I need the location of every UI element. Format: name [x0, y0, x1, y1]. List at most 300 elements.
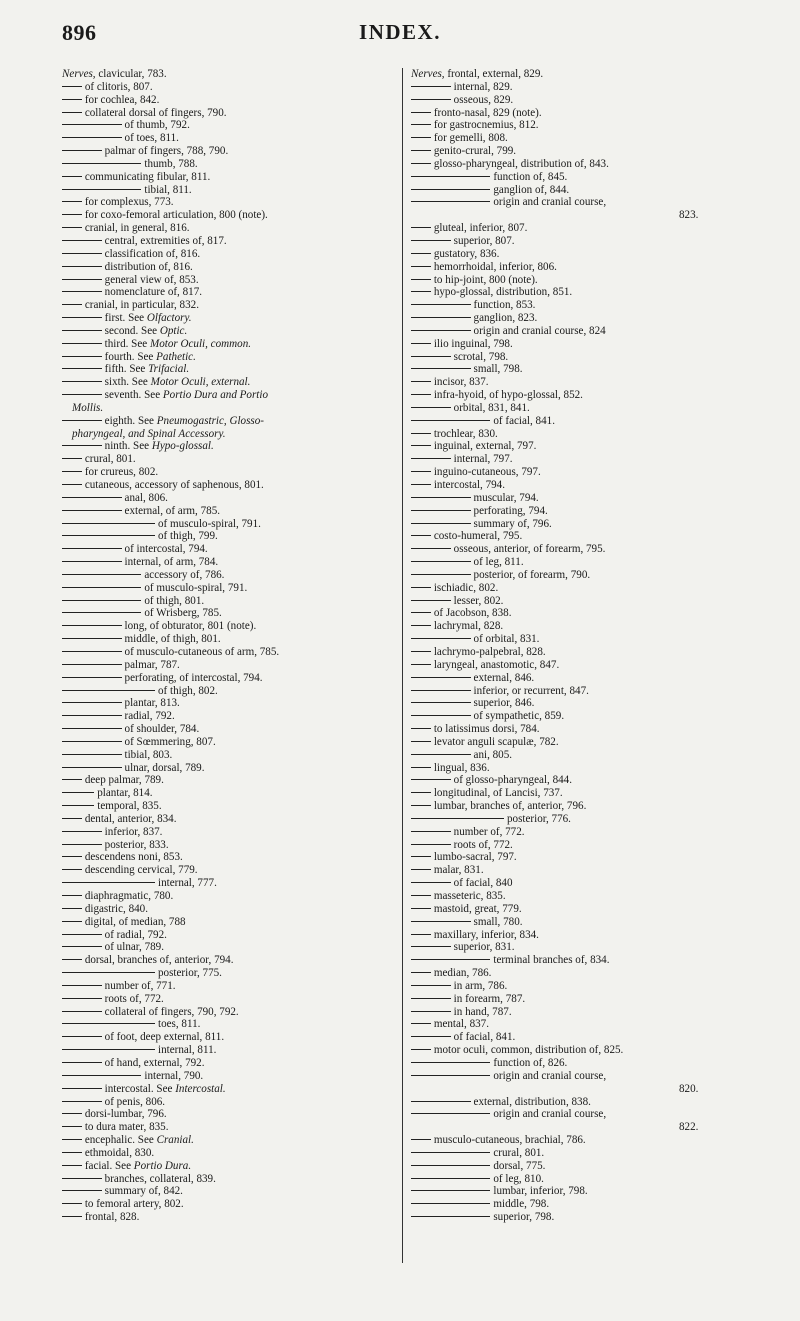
index-entry: [62, 376, 400, 389]
index-entry: [411, 813, 749, 826]
entry-text: internal, 790.: [144, 1069, 204, 1082]
leader-dash: [62, 548, 122, 549]
entry-text: of penis, 806.: [104, 1095, 166, 1108]
index-entry: [411, 1006, 749, 1019]
index-entry: [62, 1031, 400, 1044]
entry-text: lumbar, branches of, anterior, 796.: [433, 800, 587, 813]
entry-text: of thigh, 801.: [144, 594, 205, 607]
index-entry: [411, 518, 749, 531]
leader-dash: [411, 112, 431, 113]
entry-text: lumbo-sacral, 797.: [433, 851, 517, 864]
entry-text: posterior, 775.: [158, 967, 222, 980]
leader-dash: [411, 548, 451, 549]
index-entry: [62, 1018, 400, 1031]
entry-text: incisor, 837.: [433, 376, 489, 389]
entry-text: general view of, 853.: [104, 273, 199, 286]
index-entry: [62, 338, 400, 351]
entry-text: Nerves, clavicular, 783.: [62, 68, 167, 80]
entry-text: trochlear, 830.: [433, 427, 498, 440]
entry-text: toes, 811.: [158, 1018, 201, 1031]
index-entry: [411, 338, 749, 351]
leader-dash: [62, 638, 122, 639]
entry-text: lachrymal, 828.: [433, 620, 504, 633]
entry-text: in forearm, 787.: [453, 992, 526, 1005]
index-entry: [411, 94, 749, 107]
entry-text: musculo-cutaneous, brachial, 786.: [433, 1134, 586, 1147]
leader-dash: [62, 86, 82, 87]
leader-dash: [411, 1036, 451, 1037]
entry-text: inguino-cutaneous, 797.: [433, 466, 541, 479]
entry-text: perforating, 794.: [473, 504, 548, 517]
entry-text: accessory of, 786.: [144, 568, 225, 581]
leader-dash: [411, 728, 431, 729]
leader-dash: [411, 715, 471, 716]
leader-dash: [62, 934, 102, 935]
leader-dash: [411, 304, 471, 305]
entry-text: roots of, 772.: [453, 838, 513, 851]
index-entry: [62, 248, 400, 261]
leader-dash: [411, 1139, 431, 1140]
leader-dash: [411, 792, 431, 793]
entry-text: function of, 845.: [493, 170, 568, 183]
index-entry: [62, 505, 400, 518]
entry-text: to latissimus dorsi, 784.: [433, 723, 540, 736]
leader-dash: [62, 805, 94, 806]
leader-dash: [62, 1062, 102, 1063]
index-entry: [62, 81, 400, 94]
index-entry: [411, 274, 749, 287]
entry-text: crural, 801.: [493, 1146, 545, 1159]
entry-text: Nerves, frontal, external, 829.: [411, 68, 544, 80]
entry-text: communicating fibular, 811.: [84, 170, 211, 183]
entry-text: of thumb, 792.: [124, 119, 190, 132]
index-entry: [62, 184, 400, 197]
entry-text: diaphragmatic, 780.: [84, 890, 174, 902]
index-entry: [411, 697, 749, 710]
index-entry: [411, 800, 749, 813]
index-entry: [411, 184, 749, 197]
entry-text: internal, of arm, 784.: [124, 556, 219, 569]
index-entry: [62, 890, 400, 903]
index-entry: [62, 569, 400, 582]
entry-text: median, 786.: [433, 967, 492, 980]
leader-dash: [62, 908, 82, 909]
entry-text: in arm, 786.: [453, 979, 508, 992]
index-entry: [62, 389, 400, 402]
leader-dash: [411, 844, 451, 845]
page-title: INDEX.: [359, 20, 441, 44]
entry-text: palmar, 787.: [124, 658, 180, 671]
entry-text: inferior, or recurrent, 847.: [473, 684, 589, 697]
entry-text: external, of arm, 785.: [124, 504, 221, 517]
entry-text: external, 846.: [473, 671, 535, 684]
leader-dash: [62, 1216, 82, 1217]
index-entry: [411, 1211, 749, 1224]
entry-text: for coxo-femoral articulation, 800 (note).: [84, 209, 268, 222]
leader-dash: [411, 394, 431, 395]
entry-text: mastoid, great, 779.: [433, 902, 522, 915]
leader-dash: [411, 921, 471, 922]
leader-dash: [62, 124, 122, 125]
index-entry: [411, 736, 749, 749]
leader-dash: [62, 484, 82, 485]
entry-text: of facial, 841.: [453, 1031, 516, 1044]
entry-text: ninth. See Hypo-glossal.: [104, 440, 214, 453]
leader-dash: [62, 831, 102, 832]
leader-dash: [411, 497, 471, 498]
entry-text: intercostal, 794.: [433, 479, 505, 491]
entry-text: of Sœmmering, 807.: [124, 735, 216, 748]
entry-text: of facial, 840: [453, 877, 513, 890]
entry-text: levator anguli scapulæ, 782.: [433, 735, 559, 748]
entry-text: muscular, 794.: [473, 491, 539, 504]
index-entry: [411, 119, 749, 132]
entry-text: of sympathetic, 859.: [473, 710, 565, 723]
index-entry: [411, 569, 749, 582]
index-entry: [411, 286, 749, 299]
index-entry: [62, 851, 400, 864]
entry-text: ganglion of, 844.: [493, 183, 570, 196]
index-entry: [62, 132, 400, 145]
entry-text: of musculo-spiral, 791.: [158, 517, 261, 530]
index-entry: [411, 1147, 749, 1160]
leader-dash: [411, 150, 431, 151]
index-entry: [411, 787, 749, 800]
index-entry: [411, 1173, 749, 1186]
index-entry: [411, 672, 749, 685]
leader-dash: [62, 959, 82, 960]
leader-dash: [411, 356, 451, 357]
entry-text: of radial, 792.: [104, 928, 167, 941]
index-entry: [411, 145, 749, 158]
leader-dash: [411, 189, 490, 190]
leader-dash: [411, 291, 431, 292]
leader-dash: [62, 201, 82, 202]
entry-text: costo-humeral, 795.: [433, 530, 523, 543]
leader-dash: [411, 895, 431, 896]
leader-dash: [411, 638, 471, 639]
entry-text: dorsal, 775.: [493, 1159, 546, 1172]
leader-dash: [411, 176, 490, 177]
entry-text: of shoulder, 784.: [124, 723, 200, 736]
leader-dash: [411, 330, 471, 331]
leader-dash: [411, 972, 431, 973]
entry-text: of ulnar, 789.: [104, 941, 164, 954]
index-entry: [62, 1108, 400, 1121]
entry-text: laryngeal, anastomotic, 847.: [433, 658, 560, 671]
entry-text: descending cervical, 779.: [84, 864, 198, 877]
index-entry: [411, 543, 749, 556]
entry-text: descendens noni, 853.: [84, 851, 183, 864]
leader-dash: [62, 112, 82, 113]
index-entry: [411, 646, 749, 659]
index-entry: [62, 530, 400, 543]
leader-dash: [62, 702, 122, 703]
entry-text: lingual, 836.: [433, 761, 490, 774]
leader-dash: [411, 484, 431, 485]
entry-text: in hand, 787.: [453, 1005, 512, 1018]
index-entry: [411, 1185, 749, 1198]
entry-text: posterior, of forearm, 790.: [473, 568, 591, 581]
leader-dash: [411, 856, 431, 857]
index-entry: [62, 68, 400, 81]
index-entry: [411, 890, 749, 903]
entry-text: function of, 826.: [493, 1056, 568, 1069]
entry-text: seventh. See Portio Dura and Portio: [104, 389, 268, 402]
leader-dash: [62, 394, 102, 395]
leader-dash: [411, 1011, 451, 1012]
entry-text: origin and cranial course,: [493, 196, 607, 209]
entry-text: summary of, 842.: [104, 1185, 183, 1198]
leader-dash: [411, 137, 431, 138]
index-entry: [62, 685, 400, 698]
leader-dash: [62, 625, 122, 626]
entry-text: of leg, 811.: [473, 556, 524, 569]
entry-text: superior, 846.: [473, 697, 535, 710]
entry-text: digastric, 840.: [84, 902, 148, 915]
entry-text: of glosso-pharyngeal, 844.: [453, 774, 572, 787]
entry-text: tibial, 811.: [144, 183, 192, 196]
leader-dash: [62, 651, 122, 652]
entry-text: perforating, of intercostal, 794.: [124, 671, 263, 684]
index-entry: [62, 543, 400, 556]
entry-text: motor oculi, common, distribution of, 825.: [433, 1044, 624, 1057]
entry-text: long, of obturator, 801 (note).: [124, 620, 257, 633]
leader-dash: [411, 253, 431, 254]
index-entry: [62, 749, 400, 762]
entry-text: nomenclature of, 817.: [104, 286, 203, 299]
entry-text: pharyngeal, and Spinal Accessory.: [72, 427, 226, 440]
leader-dash: [411, 882, 451, 883]
entry-text: collateral of fingers, 790, 792.: [104, 1005, 239, 1018]
entry-text: osseous, 829.: [453, 93, 514, 106]
index-entry: [411, 1018, 749, 1031]
leader-dash: [62, 677, 122, 678]
entry-text: second. See Optic.: [104, 324, 188, 337]
leader-dash: [411, 445, 431, 446]
index-entry: [411, 826, 749, 839]
index-entry: [62, 274, 400, 287]
index-entry: [62, 428, 400, 441]
leader-dash: [62, 1075, 141, 1076]
leader-dash: [411, 612, 431, 613]
entry-text: internal, 811.: [158, 1044, 217, 1057]
leader-dash: [62, 728, 122, 729]
leader-dash: [411, 420, 490, 421]
index-entry: [62, 1173, 400, 1186]
leader-dash: [411, 368, 471, 369]
index-entry: [62, 1096, 400, 1109]
index-entry: [411, 1134, 749, 1147]
index-entry: [411, 620, 749, 633]
leader-dash: [411, 587, 431, 588]
entry-text: to hip-joint, 800 (note).: [433, 273, 538, 286]
index-entry: [62, 145, 400, 158]
leader-dash: [62, 356, 102, 357]
entry-text: first. See Olfactory.: [104, 312, 192, 325]
index-entry: [62, 672, 400, 685]
leader-dash: [411, 869, 431, 870]
entry-text: encephalic. See Cranial.: [84, 1134, 194, 1147]
leader-dash: [62, 163, 141, 164]
leader-dash: [62, 715, 122, 716]
leader-dash: [411, 805, 431, 806]
index-entry: [411, 132, 749, 145]
leader-dash: [411, 523, 471, 524]
entry-text: third. See Motor Oculi, common.: [104, 337, 252, 350]
index-entry: [411, 1083, 749, 1096]
leader-dash: [62, 176, 82, 177]
index-entry: [62, 646, 400, 659]
index-entry: [62, 107, 400, 120]
index-entry: [62, 556, 400, 569]
entry-text: for cochlea, 842.: [84, 93, 160, 106]
entry-text: superior, 831.: [453, 941, 515, 954]
index-entry: [62, 620, 400, 633]
index-entry: [62, 158, 400, 171]
index-entry: [62, 440, 400, 453]
index-entry: [62, 582, 400, 595]
entry-text: genito-crural, 799.: [433, 145, 517, 158]
entry-text: function, 853.: [473, 299, 536, 312]
index-entry: [411, 248, 749, 261]
index-entry: [62, 453, 400, 466]
leader-dash: [411, 124, 431, 125]
index-entry: [411, 941, 749, 954]
entry-text: eighth. See Pneumogastric, Glosso-: [104, 414, 264, 427]
leader-dash: [62, 1011, 102, 1012]
index-entry: [62, 1070, 400, 1083]
leader-dash: [62, 497, 122, 498]
index-entry: [62, 312, 400, 325]
index-entry: [62, 1044, 400, 1057]
leader-dash: [62, 266, 102, 267]
leader-dash: [62, 1178, 102, 1179]
entry-text: origin and cranial course,: [493, 1069, 607, 1082]
leader-dash: [62, 189, 141, 190]
entry-text: cutaneous, accessory of saphenous, 801.: [84, 479, 264, 491]
leader-dash: [62, 754, 122, 755]
entry-text: deep palmar, 789.: [84, 774, 164, 787]
leader-dash: [411, 1178, 490, 1179]
leader-dash: [411, 959, 490, 960]
index-entry: [62, 261, 400, 274]
entry-text: origin and cranial course, 824: [473, 324, 606, 337]
index-entry: [411, 68, 749, 81]
index-entry: [62, 222, 400, 235]
leader-dash: [62, 99, 82, 100]
leader-dash: [411, 574, 471, 575]
leader-dash: [62, 779, 82, 780]
leader-dash: [411, 279, 431, 280]
entry-text: ani, 805.: [473, 748, 513, 761]
index-entry: [411, 929, 749, 942]
index-entry: [62, 762, 400, 775]
entry-text: thumb, 788.: [144, 157, 198, 170]
index-entry: [62, 415, 400, 428]
leader-dash: [411, 1190, 490, 1191]
index-column-right: [402, 68, 749, 1263]
leader-dash: [62, 330, 102, 331]
entry-text: collateral dorsal of fingers, 790.: [84, 106, 227, 119]
index-entry: [62, 813, 400, 826]
index-entry: [411, 1108, 749, 1121]
index-entry: [62, 1147, 400, 1160]
index-entry: [62, 1083, 400, 1096]
entry-text: ethmoidal, 830.: [84, 1146, 155, 1159]
index-entry: [411, 196, 749, 209]
leader-dash: [411, 741, 431, 742]
leader-dash: [62, 227, 82, 228]
leader-dash: [62, 1023, 155, 1024]
entry-text: internal, 797.: [453, 453, 513, 466]
leader-dash: [62, 1101, 102, 1102]
index-entry: [411, 158, 749, 171]
leader-dash: [62, 1139, 82, 1140]
entry-text: frontal, 828.: [84, 1211, 140, 1224]
entry-text: of musculo-spiral, 791.: [144, 581, 248, 594]
leader-dash: [411, 535, 431, 536]
leader-dash: [411, 985, 451, 986]
entry-text: fourth. See Pathetic.: [104, 350, 196, 363]
entry-text: internal, 777.: [158, 877, 217, 890]
entry-text: lachrymo-palpebral, 828.: [433, 645, 546, 658]
entry-text: of Wrisberg, 785.: [144, 607, 222, 620]
entry-text: of intercostal, 794.: [124, 543, 208, 556]
leader-dash: [62, 458, 82, 459]
leader-dash: [411, 240, 451, 241]
index-entry: [411, 107, 749, 120]
index-entry: [411, 1044, 749, 1057]
index-entry: [62, 1185, 400, 1198]
leader-dash: [62, 869, 82, 870]
leader-dash: [411, 767, 431, 768]
index-entry: [62, 736, 400, 749]
index-entry: [62, 941, 400, 954]
index-entry: [62, 954, 400, 967]
entry-text: inguinal, external, 797.: [433, 440, 537, 453]
leader-dash: [62, 381, 102, 382]
leader-dash: [62, 304, 82, 305]
entry-text: dental, anterior, 834.: [84, 812, 177, 825]
index-entry: [62, 839, 400, 852]
leader-dash: [62, 150, 102, 151]
entry-text: intercostal. See Intercostal.: [104, 1082, 226, 1095]
entry-text: of Jacobson, 838.: [433, 607, 512, 620]
entry-text: anal, 806.: [124, 491, 168, 504]
leader-dash: [62, 818, 82, 819]
leader-dash: [411, 1101, 471, 1102]
index-entry: [62, 402, 400, 415]
entry-text: number of, 772.: [453, 825, 525, 838]
index-entry: [62, 595, 400, 608]
index-entry: [411, 954, 749, 967]
leader-dash: [411, 1113, 490, 1114]
index-entry: [62, 119, 400, 132]
leader-dash: [62, 1126, 82, 1127]
leader-dash: [62, 1152, 82, 1153]
entry-text: maxillary, inferior, 834.: [433, 928, 539, 941]
index-entry: [62, 633, 400, 646]
index-entry: [62, 787, 400, 800]
leader-dash: [62, 587, 141, 588]
entry-text: crural, 801.: [84, 453, 136, 466]
index-entry: [411, 980, 749, 993]
leader-dash: [411, 818, 504, 819]
entry-text: for crureus, 802.: [84, 466, 159, 479]
index-entry: [62, 171, 400, 184]
index-entry: [62, 864, 400, 877]
